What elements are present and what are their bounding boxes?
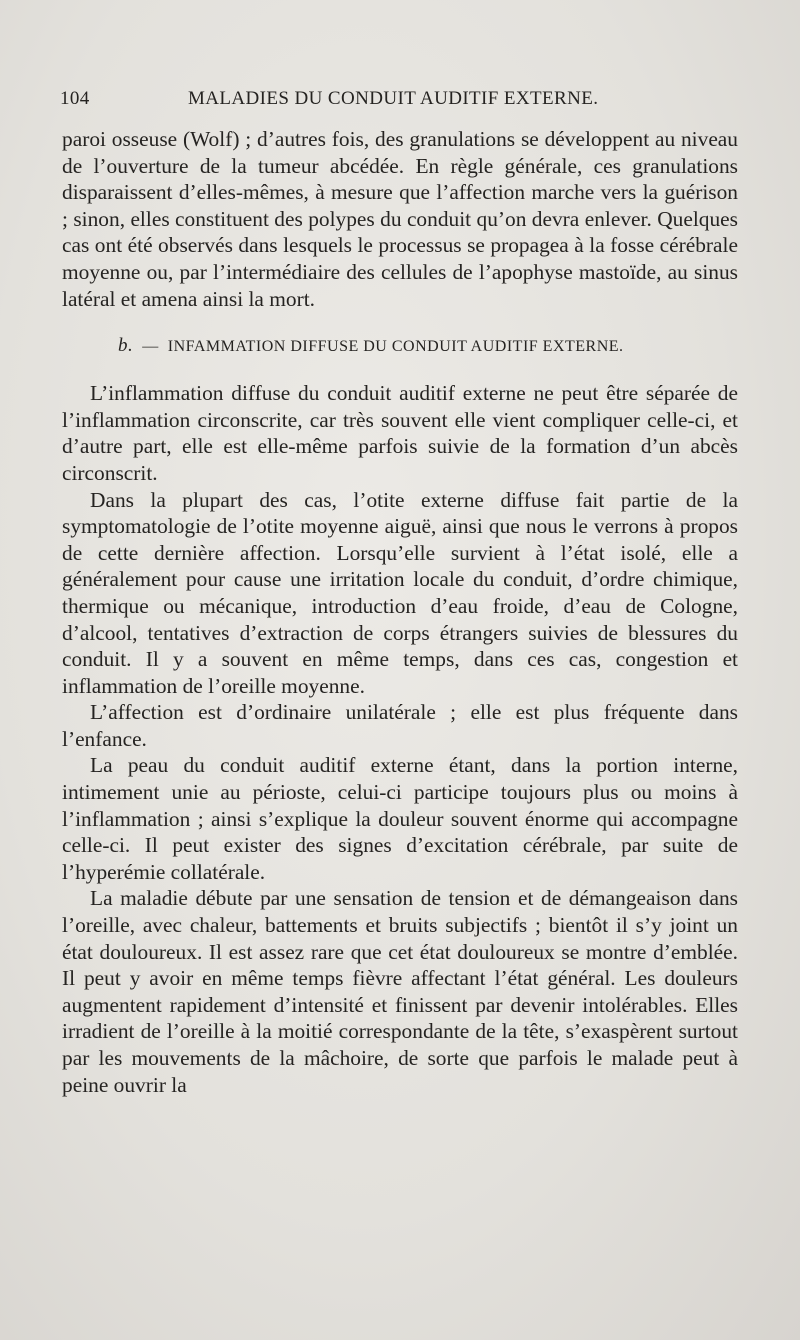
body-text (62, 126, 738, 1098)
running-title: MALADIES DU CONDUIT AUDITIF EXTERNE. (188, 88, 599, 109)
section-title: INFAMMATION DIFFUSE DU CONDUIT AUDITIF EXTERNE. (167, 338, 624, 356)
running-head (60, 88, 740, 118)
section-letter: b. (118, 335, 134, 357)
page-number: 104 (60, 88, 90, 109)
section-heading (62, 335, 738, 358)
section-dash: — (142, 338, 159, 356)
paragraph-4: La peau du conduit auditif externe étant, dans la portion interne, intimement unie au périoste, celui-ci participe toujours plus ou moins à l’inflammation ; ainsi s’explique la douleur souvent énorme qui accompagne celle-ci. Il peut exister des signes d’excitation cérébrale, par suite de l’hyperémie collatérale. (62, 753, 738, 884)
paragraph-2: Dans la plupart des cas, l’otite externe diffuse fait partie de la symptomatologie de l’otite moyenne aiguë, ainsi que nous le verrons à propos de cette dernière affection. Lorsqu’elle survient à l’état isolé, elle a généralement pour cause une irritation locale du conduit, d’ordre chimique, thermique ou mécanique, introduction d’eau froide, d’eau de Cologne, d’alcool, tentatives d’extraction de corps étrangers suivies de blessures du conduit. Il y a souvent en même temps, dans ces cas, congestion et inflammation de l’oreille moyenne. (62, 487, 738, 698)
paragraph-3: L’affection est d’ordinaire unilatérale ; elle est plus fréquente dans l’enfance. (62, 700, 738, 751)
continued-paragraph: paroi osseuse (Wolf) ; d’autres fois, des granulations se développent au niveau de l’ouverture de la tumeur abcédée. En règle générale, ces granulations disparaissent d’elles-mêmes, à mesure que l’affection marche vers la guérison ; sinon, elles constituent des polypes du conduit qu’on devra enlever. Quelques cas ont été observés dans lesquels le processus se propagea à la fosse cérébrale moyenne ou, par l’intermédiaire des cellules de l’apophyse mastoïde, au sinus latéral et amena ainsi la mort. (62, 127, 738, 311)
paragraph-1: L’inflammation diffuse du conduit auditif externe ne peut être séparée de l’inflammation circonscrite, car très souvent elle vient compliquer celle-ci, et d’autre part, elle est elle-même parfois suivie de la formation d’un abcès circonscrit. (62, 381, 738, 485)
paragraph-5: La maladie débute par une sensation de tension et de démangeaison dans l’oreille, avec chaleur, battements et bruits subjectifs ; bientôt il s’y joint un état douloureux. Il est assez rare que cet état douloureux se montre d’emblée. Il peut y avoir en même temps fièvre affectant l’état général. Les douleurs augmentent rapidement d’intensité et finissent par devenir intolérables. Elles irradient de l’oreille à la moitié correspondante de la tête, s’exaspèrent surtout par les mouvements de la mâchoire, de sorte que parfois le malade peut à peine ouvrir la (62, 886, 738, 1097)
